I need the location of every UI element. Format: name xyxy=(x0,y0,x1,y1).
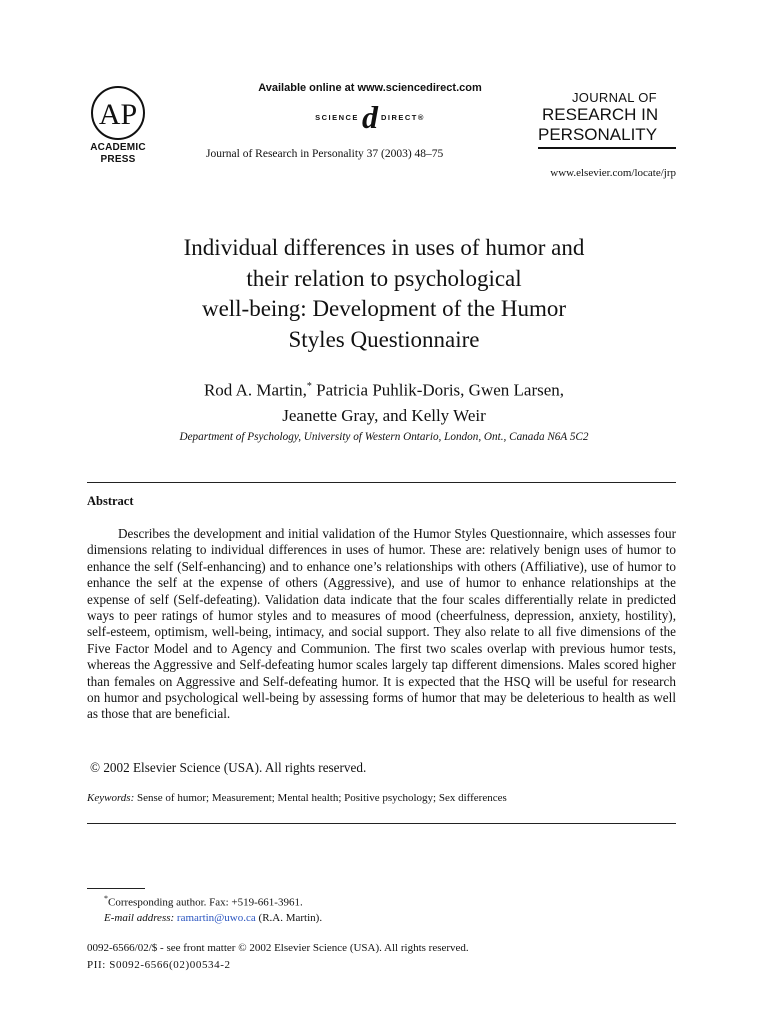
journal-logo-line2: RESEARCH IN xyxy=(542,105,659,124)
sciencedirect-logo xyxy=(260,100,480,134)
divider-bottom xyxy=(87,823,676,824)
abstract-body: Describes the development and initial validation of the Humor Styles Questionnaire, which assesses four dimensions relating to individual differences in uses of humor. These are: relatively benign uses of humor to enhance the self (Self-enhancing) and to enhance one’s relationships with others (Affiliative), use of humor to enhance the self at the expense of others (Aggressive), and use of humor to enhance relationships at the expense of self (Self-defeating). Validation data indicate that the four scales differentially relate in predicted ways to peer ratings of humor styles and to measures of mood (cheerfulness, depression, anxiety, hostility), self-esteem, optimism, well-being, intimacy, and social support. They also relate to all five dimensions of the Five Factor Model and to Agency and Communion. The first two scales overlap with previous humor tests, whereas the Aggressive and Self-defeating humor scales largely tap different dimensions. Males scored higher than females on Aggressive and Self-defeating humor. It is expected that the HSQ will be useful for research on humor and psychological well-being by assessing forms of humor that may be deleterious to health as well as those that are beneficial. xyxy=(87,526,676,722)
author-list xyxy=(90,374,678,428)
keywords-list: Sense of humor; Measurement; Mental health; Positive psychology; Sex differences xyxy=(134,792,507,804)
keywords-label: Keywords: xyxy=(87,792,135,804)
footnote-rule xyxy=(87,888,145,889)
available-online-text: Available online at www.sciencedirect.com xyxy=(258,82,482,94)
email-link[interactable]: ramartin@uwo.ca xyxy=(176,912,256,925)
footnote-email-line xyxy=(104,911,322,927)
journal-logo-line3: PERSONALITY xyxy=(538,125,658,144)
author-line-2: Jeanette Gray, and Kelly Weir xyxy=(282,405,486,425)
publisher-logo xyxy=(78,84,158,166)
journal-citation: Journal of Research in Personality 37 (2003) 48–75 xyxy=(206,148,444,160)
front-matter-issn: 0092-6566/02/$ - see front matter © 2002 Elsevier Science (USA). All rights reserved. xyxy=(87,942,469,954)
journal-logo xyxy=(538,90,676,149)
title-line: Individual differences in uses of humor and xyxy=(183,235,585,260)
divider-top xyxy=(87,482,676,483)
sciencedirect-right: DIRECT® xyxy=(380,112,425,122)
journal-logo-line1: JOURNAL OF xyxy=(572,90,657,105)
footnote-star: * xyxy=(104,894,108,903)
abstract-heading: Abstract xyxy=(87,494,134,508)
email-label: E-mail address: xyxy=(104,912,175,925)
publisher-name-line1: ACADEMIC xyxy=(90,142,146,153)
affiliation: Department of Psychology, University of Western Ontario, London, Ont., Canada N6A 5C2 xyxy=(179,431,589,443)
author-rest: Patricia Puhlik-Doris, Gwen Larsen, xyxy=(311,380,565,400)
footnote xyxy=(104,891,322,927)
title-line: well-being: Development of the Humor xyxy=(201,296,567,321)
publisher-name-line2: PRESS xyxy=(100,154,136,165)
corresponding-author-marker[interactable]: * xyxy=(306,381,312,392)
publisher-logo-letters: AP xyxy=(98,98,138,131)
title-line: their relation to psychological xyxy=(246,265,522,291)
sciencedirect-at-icon: d xyxy=(361,99,378,135)
email-suffix: (R.A. Martin). xyxy=(255,912,323,925)
front-matter-pii: PII: S0092-6566(02)00534-2 xyxy=(87,959,231,971)
footnote-corresponding xyxy=(104,891,322,911)
sciencedirect-left: SCIENCE xyxy=(315,112,359,122)
front-matter xyxy=(87,940,469,974)
publisher-emblem-icon xyxy=(89,84,147,142)
title-line: Styles Questionnaire xyxy=(288,326,480,352)
abstract-copyright: © 2002 Elsevier Science (USA). All rights reserved. xyxy=(90,760,367,775)
author-line-1 xyxy=(90,374,678,403)
corresponding-text: Corresponding author. Fax: +519-661-3961. xyxy=(108,896,303,909)
article-title xyxy=(90,233,678,355)
journal-url: www.elsevier.com/locate/jrp xyxy=(550,167,676,179)
keywords xyxy=(87,792,507,804)
author-lead: Rod A. Martin, xyxy=(203,380,307,400)
